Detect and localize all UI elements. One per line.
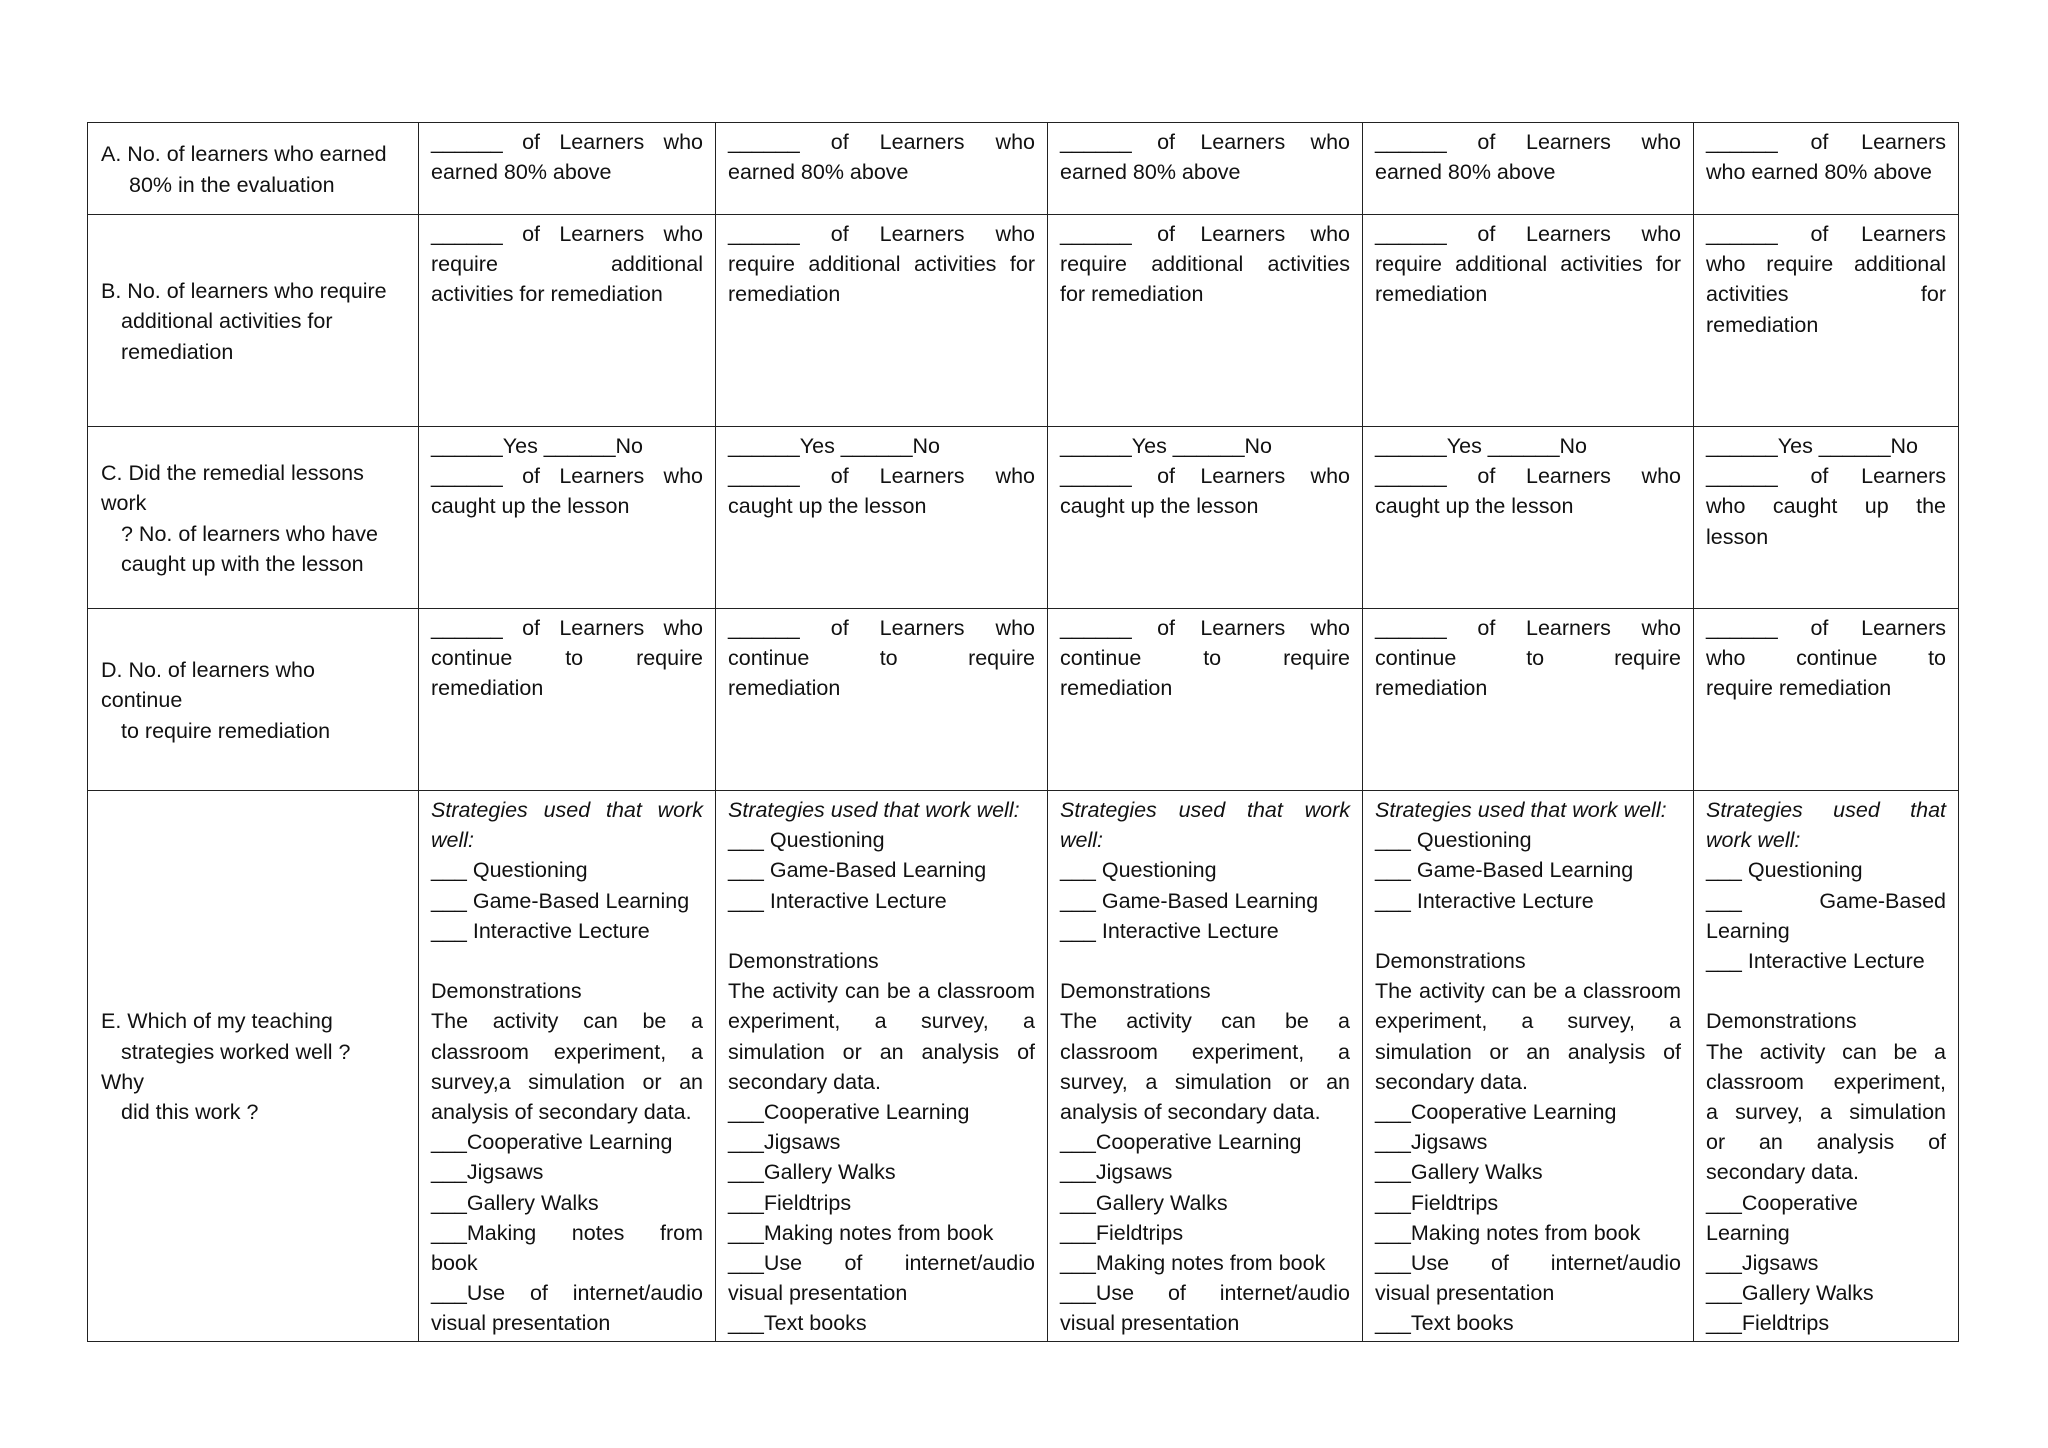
response-cell [1694, 791, 1959, 1342]
cell-line: ______ of Learners who [1060, 464, 1350, 489]
cell-line: classroom experiment, a [431, 1039, 703, 1064]
cell-line: activities for [1706, 282, 1946, 307]
cell-line: a survey, a simulation [1706, 1100, 1946, 1125]
cell-line: Learning [1706, 1220, 1790, 1245]
row-label-line: work [101, 491, 147, 516]
cell-line: ______Yes ______No [728, 434, 941, 458]
cell-line: ______Yes ______No [1706, 434, 1919, 458]
cell-line: ______ of Learners who [1375, 464, 1681, 489]
response-cell [1048, 123, 1363, 215]
cell-line: ______ of Learners who [728, 222, 1035, 246]
cell-line: ___Jigsaws [1060, 1160, 1173, 1185]
table-row [88, 123, 1959, 215]
response-cell [716, 123, 1048, 215]
cell-line: survey,a simulation or an [431, 1069, 703, 1094]
cell-line: require additional [431, 252, 703, 277]
cell-line: ___ Game-Based Learning [728, 858, 987, 883]
cell-line: experiment, a survey, a [1375, 1009, 1681, 1034]
cell-line: ______ of Learners [1706, 616, 1946, 640]
cell-line: ______ of Learners who [431, 616, 703, 640]
cell-line: ___Fieldtrips [728, 1190, 852, 1215]
cell-line: analysis of secondary data. [1060, 1100, 1321, 1125]
row-label-line: continue [101, 688, 183, 713]
spacer-line [431, 946, 703, 976]
cell-line: remediation [728, 676, 841, 701]
table-row [88, 427, 1959, 609]
row-label [88, 215, 419, 427]
row-label-line: A. No. of learners who earned [101, 142, 387, 167]
response-cell [1363, 791, 1694, 1342]
row-label [88, 791, 419, 1342]
cell-line: ______ of Learners [1706, 464, 1946, 489]
response-cell [716, 427, 1048, 609]
cell-line: caught up the lesson [1375, 494, 1574, 519]
row-label-line: to require remediation [121, 718, 331, 743]
cell-line: ______ of Learners who [431, 464, 703, 489]
cell-line: ______ of Learners who [1060, 130, 1350, 154]
cell-line: visual presentation [1375, 1281, 1555, 1306]
cell-line: ______ of Learners who [728, 464, 1035, 489]
row-label-line: additional activities for [121, 309, 333, 334]
cell-line: Demonstrations [1375, 949, 1526, 973]
cell-line: ___Jigsaws [728, 1130, 841, 1155]
cell-line: ___Gallery Walks [1375, 1160, 1543, 1185]
cell-line: caught up the lesson [1060, 494, 1259, 519]
cell-line: Demonstrations [431, 979, 582, 1004]
response-cell [1694, 609, 1959, 791]
cell-line: work well: [1706, 828, 1801, 853]
cell-line: ___Use of internet/audio [1060, 1281, 1350, 1306]
cell-line: ______ of Learners who [728, 616, 1035, 640]
cell-line: Strategies used that [1706, 798, 1946, 822]
cell-line: ___Cooperative Learning [431, 1130, 673, 1155]
cell-line: ___Making notes from book [1375, 1220, 1641, 1245]
cell-line: ______ of Learners [1706, 130, 1946, 154]
cell-line: The activity can be a [431, 1009, 703, 1034]
response-cell [716, 215, 1048, 427]
cell-line: ___Fieldtrips [1375, 1190, 1499, 1215]
cell-line: who require additional [1706, 252, 1946, 277]
cell-line: who caught up the [1706, 494, 1946, 519]
cell-line: ___Fieldtrips [1060, 1220, 1184, 1245]
row-label-line: remediation [121, 339, 234, 364]
cell-line: require additional activities for [728, 252, 1035, 277]
cell-line: secondary data. [1375, 1069, 1528, 1094]
row-label-line: ? No. of learners who have [121, 521, 378, 546]
cell-line: remediation [1706, 312, 1819, 337]
cell-line: classroom experiment, [1706, 1069, 1946, 1094]
table-row [88, 609, 1959, 791]
cell-line: ___ Interactive Lecture [728, 888, 947, 913]
cell-line: continue to require [728, 646, 1035, 671]
cell-line: ___ Interactive Lecture [1375, 888, 1594, 913]
cell-line: remediation [728, 282, 841, 307]
cell-line: ___ Game-Based Learning [431, 888, 690, 913]
row-label-line: B. No. of learners who require [101, 279, 387, 304]
response-cell [419, 791, 716, 1342]
cell-line: classroom experiment, a [1060, 1039, 1350, 1064]
cell-line: Learning [1706, 918, 1790, 943]
cell-line: ___Fieldtrips [1706, 1311, 1830, 1336]
row-label-line: 80% in the evaluation [129, 172, 335, 197]
cell-line: Strategies used that work [1060, 798, 1350, 822]
cell-line: ______Yes ______No [1060, 434, 1273, 458]
row-label [88, 609, 419, 791]
cell-line: who earned 80% above [1706, 160, 1932, 185]
cell-line: The activity can be a classroom [728, 979, 1035, 1004]
cell-line: visual presentation [728, 1281, 908, 1306]
row-label [88, 427, 419, 609]
cell-line: continue to require [1060, 646, 1350, 671]
cell-line: secondary data. [728, 1069, 881, 1094]
cell-line: ___Jigsaws [431, 1160, 544, 1185]
cell-line: simulation or an analysis of [728, 1039, 1035, 1064]
response-cell [1048, 427, 1363, 609]
cell-line: remediation [1060, 676, 1173, 701]
response-cell [1694, 123, 1959, 215]
cell-line: Demonstrations [728, 949, 879, 973]
cell-line: ___Gallery Walks [728, 1160, 896, 1185]
row-label [88, 123, 419, 215]
cell-line: ___Gallery Walks [1706, 1281, 1874, 1306]
spacer-line [1060, 946, 1350, 976]
cell-line: secondary data. [1706, 1160, 1859, 1185]
cell-line: require remediation [1706, 676, 1892, 701]
cell-line: remediation [1375, 676, 1488, 701]
reflection-table [87, 122, 1959, 1342]
cell-line: ___Use of internet/audio [1375, 1251, 1681, 1276]
row-label-line: D. No. of learners who [101, 658, 315, 683]
cell-line: ___ Game-Based Learning [1060, 888, 1319, 913]
row-label-line: Why [101, 1069, 144, 1094]
response-cell [419, 215, 716, 427]
cell-line: ___ Questioning [431, 858, 588, 883]
cell-line: ___Jigsaws [1706, 1251, 1819, 1276]
cell-line: ___ Interactive Lecture [1060, 918, 1279, 943]
cell-line: ___Cooperative Learning [1060, 1130, 1302, 1155]
cell-line: ______ of Learners who [1375, 616, 1681, 640]
cell-line: ___ Questioning [1060, 858, 1217, 883]
cell-line: continue to require [1375, 646, 1681, 671]
cell-line: ______ of Learners who [728, 130, 1035, 154]
row-label-line: E. Which of my teaching [101, 1009, 333, 1034]
cell-line: visual presentation [1060, 1311, 1240, 1336]
cell-line: ___Cooperative Learning [728, 1100, 970, 1125]
response-cell [716, 609, 1048, 791]
cell-line: Demonstrations [1060, 979, 1211, 1004]
cell-line: ___Gallery Walks [431, 1190, 599, 1215]
cell-line: ______ of Learners who [431, 222, 703, 246]
cell-line: ___Cooperative Learning [1375, 1100, 1617, 1125]
cell-line: ______ of Learners who [1375, 130, 1681, 154]
cell-line: The activity can be a [1706, 1039, 1946, 1064]
cell-line: well: [431, 828, 475, 853]
spacer-line [1375, 916, 1681, 946]
response-cell [716, 791, 1048, 1342]
cell-line: earned 80% above [1060, 160, 1241, 185]
cell-line: lesson [1706, 524, 1769, 549]
response-cell [1694, 215, 1959, 427]
row-label-line: C. Did the remedial lessons [101, 461, 364, 486]
table-row [88, 215, 1959, 427]
cell-line: Demonstrations [1706, 1009, 1857, 1034]
row-label-line: strategies worked well ? [121, 1039, 351, 1064]
cell-line: ___Gallery Walks [1060, 1190, 1228, 1215]
cell-line: ___Cooperative [1706, 1190, 1858, 1215]
row-label-line: did this work ? [121, 1100, 259, 1125]
cell-line: ___ Game-Based [1706, 888, 1946, 913]
cell-line: analysis of secondary data. [431, 1100, 692, 1125]
cell-line: earned 80% above [1375, 160, 1556, 185]
cell-line: ___ Questioning [1706, 858, 1863, 883]
cell-line: ___Making notes from book [728, 1220, 994, 1245]
cell-line: ___Making notes from [431, 1220, 703, 1245]
cell-line: ___ Questioning [728, 828, 885, 853]
cell-line: earned 80% above [431, 160, 612, 185]
cell-line: earned 80% above [728, 160, 909, 185]
cell-line: ___Use of internet/audio [431, 1281, 703, 1306]
cell-line: The activity can be a [1060, 1009, 1350, 1034]
cell-line: visual presentation [431, 1311, 611, 1336]
cell-line: experiment, a survey, a [728, 1009, 1035, 1034]
cell-line: require additional activities [1060, 252, 1350, 277]
response-cell [1363, 215, 1694, 427]
response-cell [419, 427, 716, 609]
response-cell [1363, 609, 1694, 791]
cell-line: ______ of Learners who [1060, 222, 1350, 246]
cell-line: Strategies used that work well: [728, 798, 1020, 822]
cell-line: well: [1060, 828, 1104, 853]
spacer-line [1706, 976, 1946, 1006]
cell-line: Strategies used that work well: [1375, 798, 1667, 822]
cell-line: ______ of Learners who [1375, 222, 1681, 246]
cell-line: ___ Interactive Lecture [1706, 949, 1925, 974]
response-cell [1363, 427, 1694, 609]
table-row [88, 791, 1959, 1342]
cell-line: ______ of Learners [1706, 222, 1946, 246]
cell-line: survey, a simulation or an [1060, 1069, 1350, 1094]
cell-line: ___ Game-Based Learning [1375, 858, 1634, 883]
cell-line: for remediation [1060, 282, 1204, 307]
cell-line: caught up the lesson [728, 494, 927, 519]
cell-line: activities for remediation [431, 282, 663, 307]
cell-line: ___Jigsaws [1375, 1130, 1488, 1155]
cell-line: ___Text books [1375, 1311, 1514, 1336]
cell-line: remediation [431, 676, 544, 701]
cell-line: ______ of Learners who [1060, 616, 1350, 640]
cell-line: who continue to [1706, 646, 1946, 671]
response-cell [1694, 427, 1959, 609]
cell-line: simulation or an analysis of [1375, 1039, 1681, 1064]
cell-line: ___Text books [728, 1311, 867, 1336]
cell-line: ___Making notes from book [1060, 1251, 1326, 1276]
table-body [88, 123, 1959, 1342]
response-cell [419, 609, 716, 791]
cell-line: ___ Questioning [1375, 828, 1532, 853]
cell-line: require additional activities for [1375, 252, 1681, 277]
cell-line: ___Use of internet/audio [728, 1251, 1035, 1276]
cell-line: ___ Interactive Lecture [431, 918, 650, 943]
cell-line: book [431, 1251, 478, 1276]
cell-line: caught up the lesson [431, 494, 630, 519]
row-label-line: caught up with the lesson [121, 551, 364, 576]
response-cell [1048, 215, 1363, 427]
cell-line: ______ of Learners who [431, 130, 703, 154]
cell-line: or an analysis of [1706, 1130, 1946, 1155]
response-cell [1048, 791, 1363, 1342]
cell-line: Strategies used that work [431, 798, 703, 822]
response-cell [1363, 123, 1694, 215]
cell-line: continue to require [431, 646, 703, 671]
spacer-line [728, 916, 1035, 946]
cell-line: ______Yes ______No [1375, 434, 1588, 458]
response-cell [1048, 609, 1363, 791]
cell-line: The activity can be a classroom [1375, 979, 1681, 1004]
cell-line: remediation [1375, 282, 1488, 307]
cell-line: ______Yes ______No [431, 434, 644, 458]
response-cell [419, 123, 716, 215]
